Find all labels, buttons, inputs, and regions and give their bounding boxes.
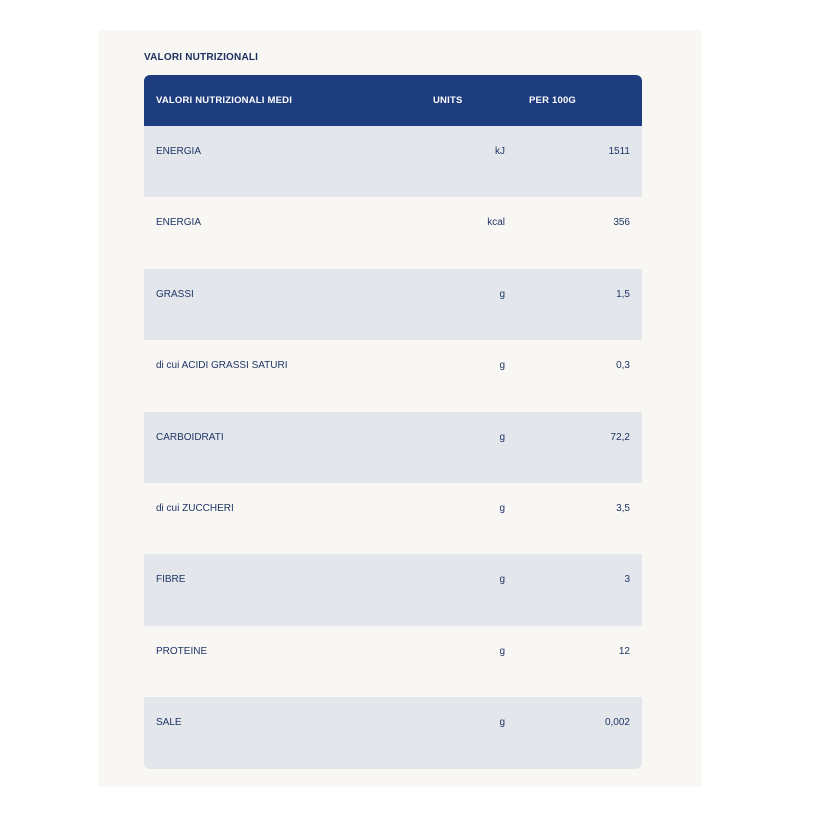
row-name: FIBRE — [156, 574, 186, 586]
table-header — [144, 75, 642, 126]
table-row — [144, 126, 642, 197]
header-per-100g: PER 100G — [529, 95, 577, 106]
row-unit: kcal — [487, 217, 505, 229]
row-name: di cui ZUCCHERI — [156, 502, 234, 514]
row-name: CARBOIDRATI — [156, 431, 224, 443]
row-name: GRASSI — [156, 288, 194, 300]
table-row — [144, 269, 642, 340]
row-name: ENERGIA — [156, 217, 202, 229]
row-value: 1511 — [608, 146, 630, 157]
table-row — [144, 697, 642, 768]
row-unit: kJ — [495, 146, 505, 157]
table-row — [144, 412, 642, 483]
row-name: ENERGIA — [156, 146, 202, 157]
table-row — [144, 340, 642, 411]
row-value: 0,3 — [616, 360, 630, 372]
row-unit: g — [499, 645, 505, 657]
row-unit: g — [499, 288, 505, 300]
row-unit: g — [499, 502, 505, 514]
row-unit: g — [499, 360, 505, 372]
row-name: di cui ACIDI GRASSI SATURI — [156, 360, 288, 372]
table-row — [144, 626, 642, 697]
table-row — [144, 554, 642, 625]
table-row — [144, 197, 642, 268]
row-value: 3,5 — [616, 502, 630, 514]
row-value: 12 — [618, 645, 630, 657]
row-value: 0,002 — [604, 717, 630, 729]
table-row — [144, 483, 642, 554]
nutrition-table — [144, 75, 642, 769]
row-value: 1,5 — [616, 288, 630, 300]
header-name: VALORI NUTRIZIONALI MEDI — [156, 95, 293, 106]
nutrition-panel — [98, 30, 702, 787]
row-unit: g — [499, 431, 505, 443]
header-units: UNITS — [433, 95, 463, 106]
row-value: 72,2 — [610, 431, 630, 443]
row-unit: g — [499, 574, 505, 586]
row-name: PROTEINE — [156, 645, 208, 657]
row-name: SALE — [156, 717, 182, 729]
row-unit: g — [499, 717, 505, 729]
row-value: 356 — [613, 217, 630, 229]
section-title: VALORI NUTRIZIONALI — [144, 52, 259, 63]
row-value: 3 — [624, 574, 630, 586]
